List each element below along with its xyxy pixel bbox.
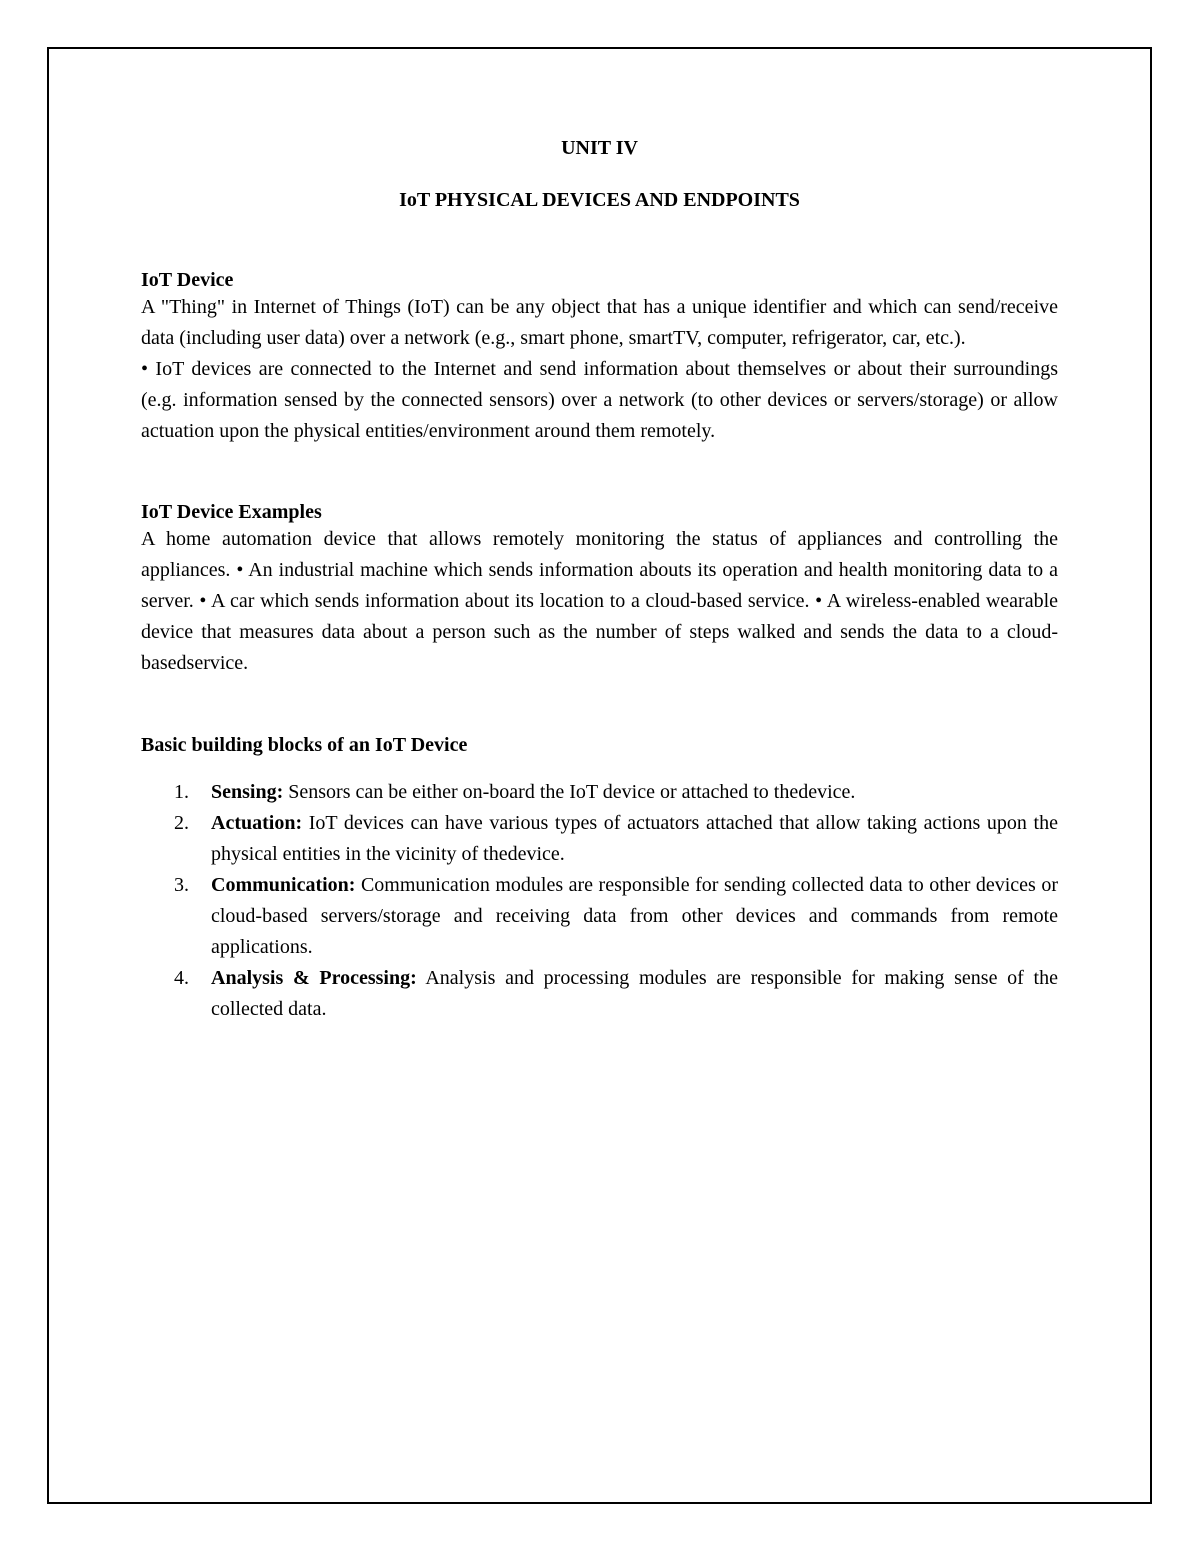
list-number: 4.	[174, 967, 189, 989]
list-item	[174, 963, 1058, 1025]
heading-iot-device-examples: IoT Device Examples	[141, 501, 322, 523]
list-number: 2.	[174, 812, 189, 834]
list-item	[174, 808, 1058, 870]
heading-iot-device: IoT Device	[141, 269, 234, 291]
list-term: Communication:	[211, 874, 356, 896]
list-term: Analysis & Processing:	[211, 967, 417, 989]
list-text: Sensors can be either on-board the IoT device or attached to thedevice.	[283, 781, 856, 803]
unit-title: UNIT IV	[561, 137, 638, 159]
list-number: 3.	[174, 874, 189, 896]
document-title: IoT PHYSICAL DEVICES AND ENDPOINTS	[399, 189, 800, 211]
iot-device-connectivity: • IoT devices are connected to the Internet and send information about themselves or about their surroundings (e.g. information sensed by the connected sensors) over a network (to other devices or servers/storage) or allow actuation upon the physical entities/environment around them remotely.	[141, 358, 1058, 442]
document-body	[141, 130, 1058, 1025]
list-term: Sensing:	[211, 781, 284, 803]
list-text: Communication modules are responsible for sending collected data to other devices or cloud-based servers/storage and receiving data from other devices and commands from remote applications.	[211, 874, 1058, 958]
heading-building-blocks: Basic building blocks of an IoT Device	[141, 734, 468, 756]
iot-device-examples-text: A home automation device that allows remotely monitoring the status of appliances and controlling the appliances. • An industrial machine which sends information abouts its operation and health monitoring data to a server. • A car which sends information about its location to a cloud-based service. • A wireless-enabled wearable device that measures data about a person such as the number of steps walked and sends the data to a cloud-basedservice.	[141, 528, 1058, 674]
list-item	[174, 777, 1058, 808]
list-text: IoT devices can have various types of actuators attached that allow taking actions upon the physical entities in the vicinity of thedevice.	[211, 812, 1058, 865]
list-item	[174, 870, 1058, 963]
list-term: Actuation:	[211, 812, 303, 834]
iot-device-definition: A "Thing" in Internet of Things (IoT) can be any object that has a unique identifier and which can send/receive data (including user data) over a network (e.g., smart phone, smartTV, computer, refrigerator, car, etc.).	[141, 296, 1058, 349]
list-number: 1.	[174, 781, 189, 803]
list-text: Analysis and processing modules are responsible for making sense of the collected data.	[211, 967, 1058, 1020]
building-blocks-list	[141, 777, 1058, 1025]
